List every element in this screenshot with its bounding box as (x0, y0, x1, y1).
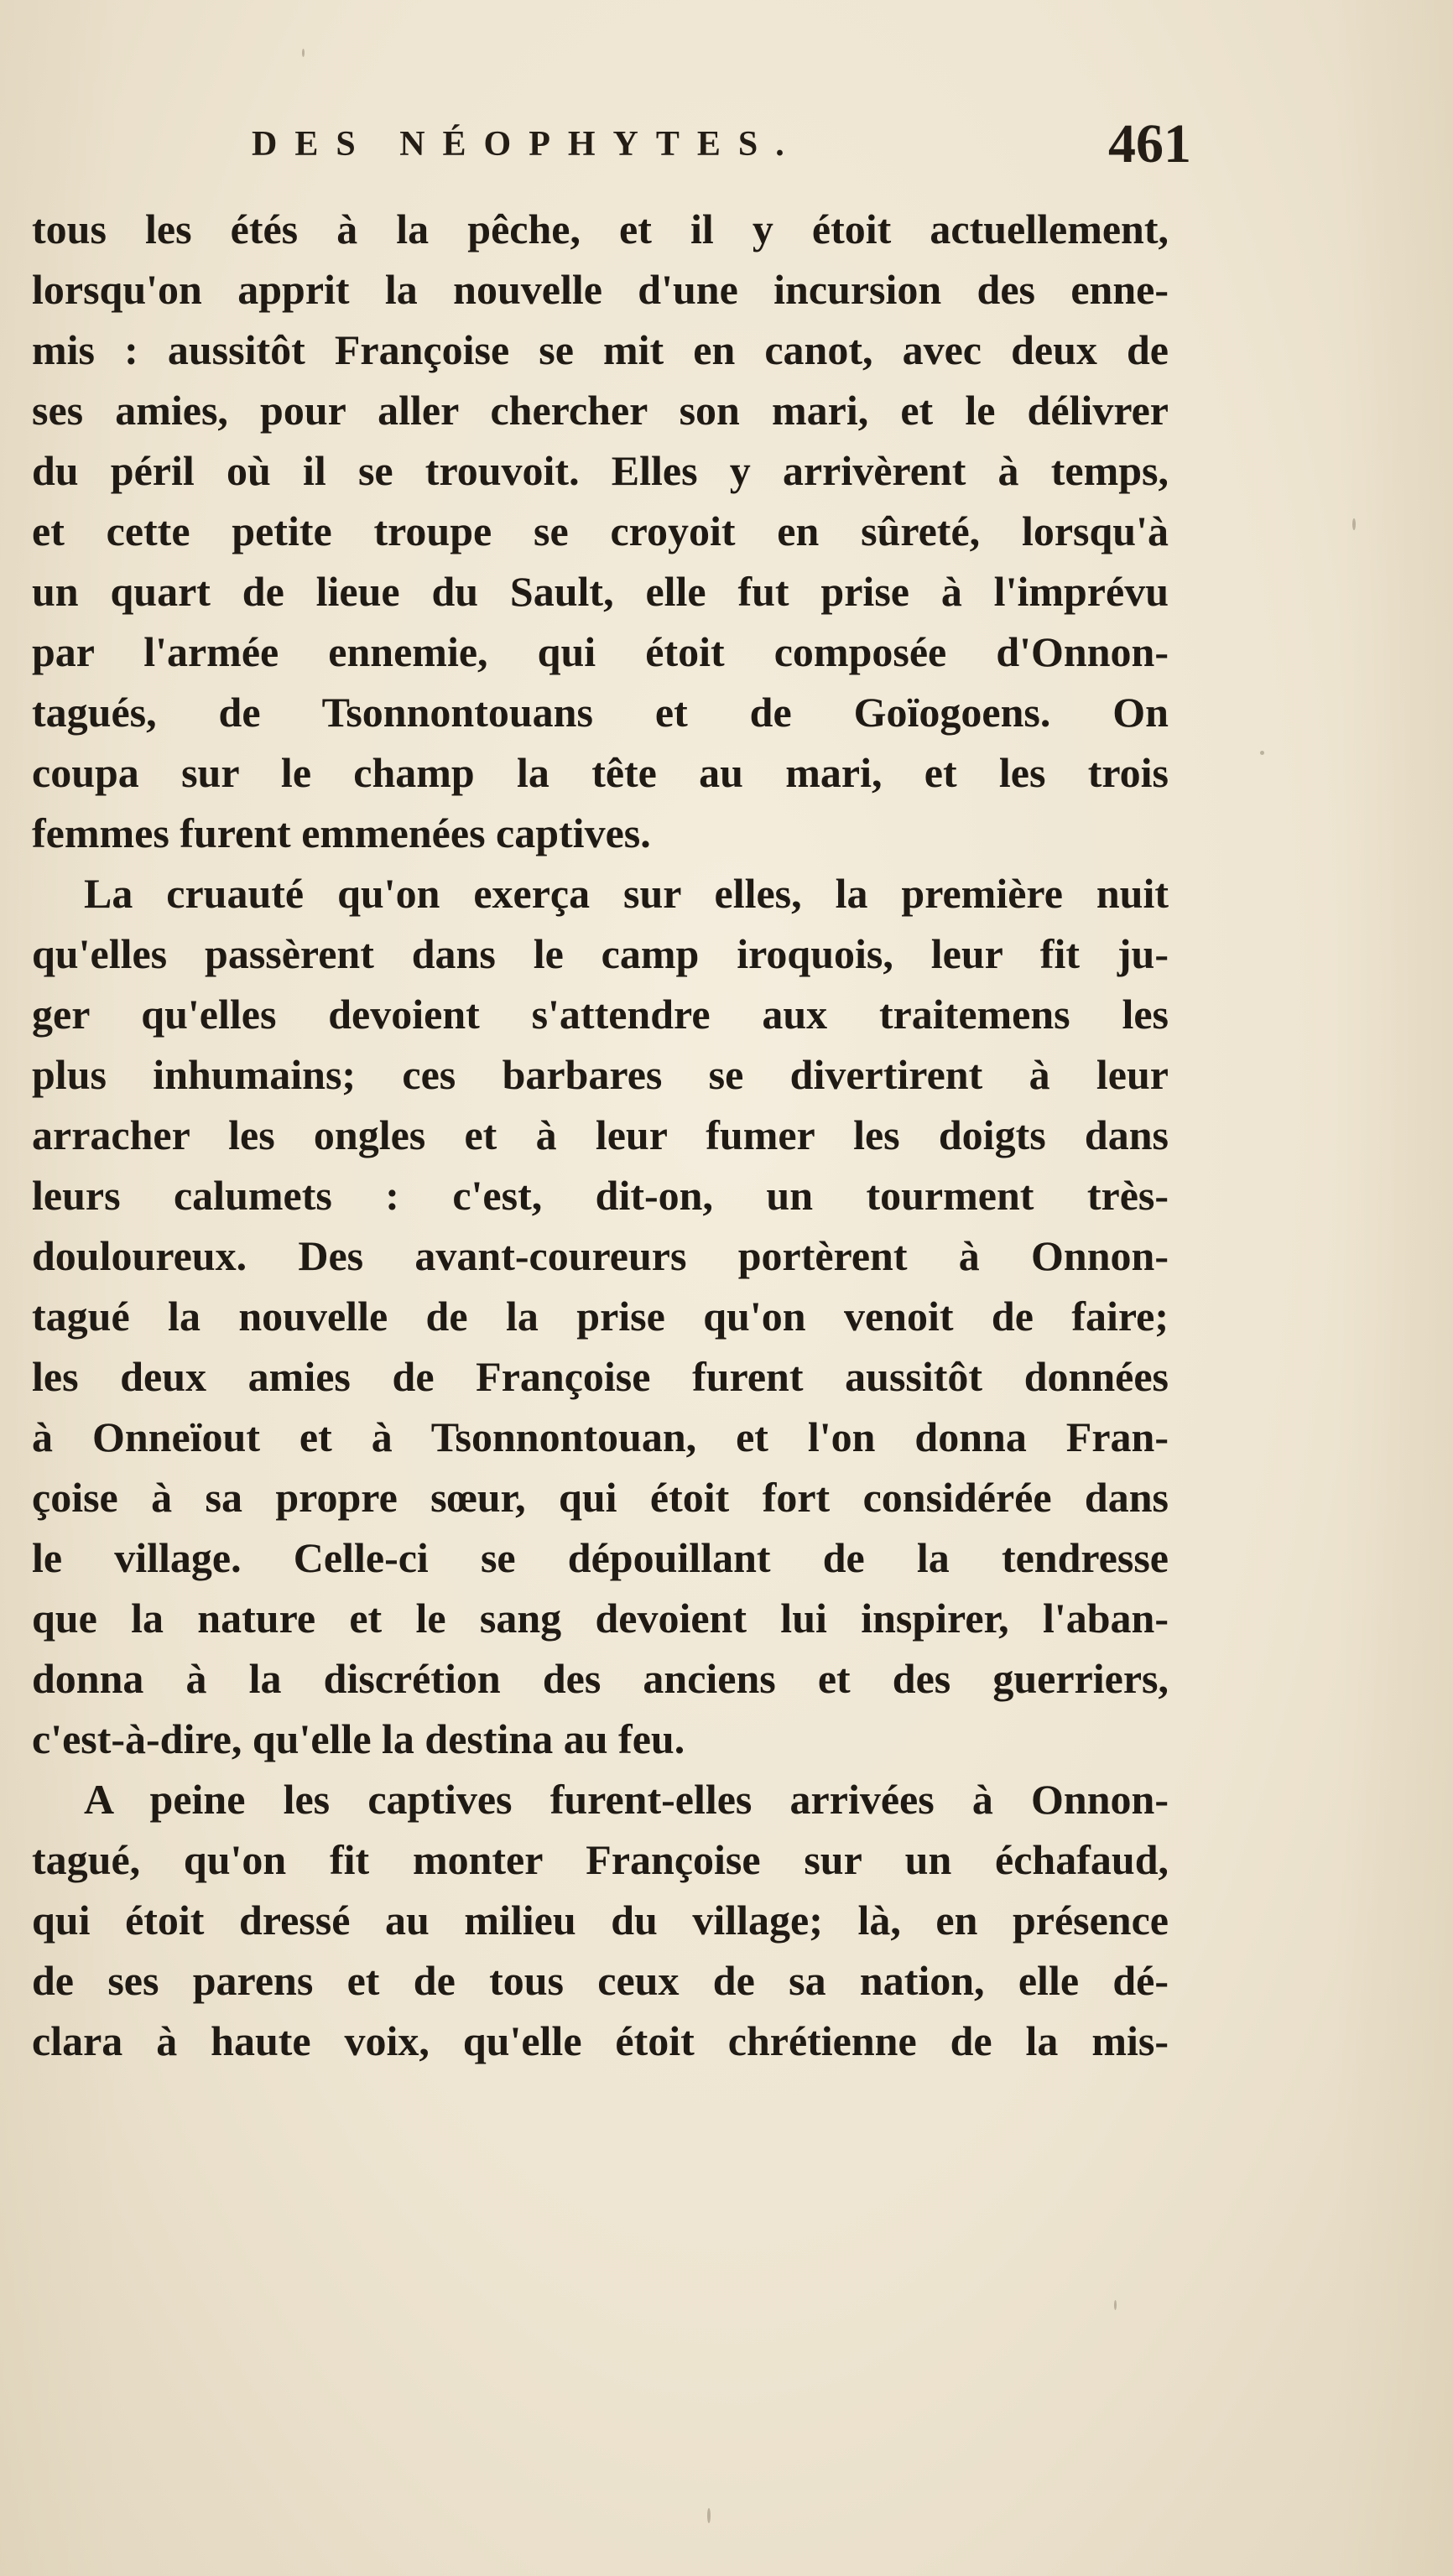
text-line: donna à la discrétion des anciens et des guerriers, (32, 1655, 1169, 1702)
text-line: çoise à sa propre sœur, qui étoit fort considérée dans (32, 1474, 1169, 1521)
text-line: clara à haute voix, qu'elle étoit chrétienne de la mis- (32, 2017, 1169, 2064)
text-line: douloureux. Des avant-coureurs portèrent à Onnon- (32, 1232, 1169, 1279)
text-line: à Onneïout et à Tsonnontouan, et l'on donna Fran- (32, 1413, 1169, 1460)
body-text (32, 199, 1169, 2071)
text-line: La cruauté qu'on exerça sur elles, la première nuit (84, 870, 1169, 917)
text-line: leurs calumets : c'est, dit-on, un tourment très- (32, 1172, 1169, 1219)
paper-speck (302, 49, 305, 57)
text-line: qu'elles passèrent dans le camp iroquois, leur fit ju- (32, 930, 1169, 977)
text-line: mis : aussitôt Françoise se mit en canot, avec deux de (32, 326, 1169, 373)
text-line: tagués, de Tsonnontouans et de Goïogoens. On (32, 689, 1169, 736)
text-line: que la nature et le sang devoient lui inspirer, l'aban- (32, 1595, 1169, 1642)
text-line: arracher les ongles et à leur fumer les doigts dans (32, 1111, 1169, 1158)
paper-speck (707, 2508, 711, 2523)
text-line: par l'armée ennemie, qui étoit composée d'Onnon- (32, 628, 1169, 675)
paper-speck (1114, 2300, 1117, 2310)
page-header (252, 113, 1191, 185)
text-line: de ses parens et de tous ceux de sa nation, elle dé- (32, 1957, 1169, 2004)
text-line: A peine les captives furent-elles arrivées à Onnon- (84, 1776, 1169, 1823)
text-line: ger qu'elles devoient s'attendre aux traitemens les (32, 991, 1169, 1038)
text-line: c'est-à-dire, qu'elle la destina au feu. (32, 1715, 685, 1762)
text-line: qui étoit dressé au milieu du village; là, en présence (32, 1897, 1169, 1944)
text-line: coupa sur le champ la tête au mari, et les trois (32, 749, 1169, 796)
paper-speck (1260, 751, 1264, 755)
text-line: le village. Celle-ci se dépouillant de la tendresse (32, 1534, 1169, 1581)
text-line: et cette petite troupe se croyoit en sûreté, lorsqu'à (32, 507, 1169, 554)
text-line: femmes furent emmenées captives. (32, 809, 651, 856)
text-line: un quart de lieue du Sault, elle fut prise à l'imprévu (32, 568, 1169, 615)
text-line: lorsqu'on apprit la nouvelle d'une incursion des enne- (32, 266, 1169, 313)
page-number: 461 (1108, 113, 1191, 174)
text-line: du péril où il se trouvoit. Elles y arrivèrent à temps, (32, 447, 1169, 494)
text-line: ses amies, pour aller chercher son mari, et le délivrer (32, 387, 1169, 434)
running-head: DES NÉOPHYTES. (252, 125, 802, 164)
text-line: tagué la nouvelle de la prise qu'on venoit de faire; (32, 1293, 1169, 1340)
paper-speck (1352, 518, 1356, 530)
text-line: tagué, qu'on fit monter Françoise sur un échafaud, (32, 1836, 1169, 1883)
text-line: les deux amies de Françoise furent aussitôt données (32, 1353, 1169, 1400)
text-line: tous les étés à la pêche, et il y étoit actuellement, (32, 206, 1169, 252)
text-line: plus inhumains; ces barbares se divertirent à leur (32, 1051, 1169, 1098)
